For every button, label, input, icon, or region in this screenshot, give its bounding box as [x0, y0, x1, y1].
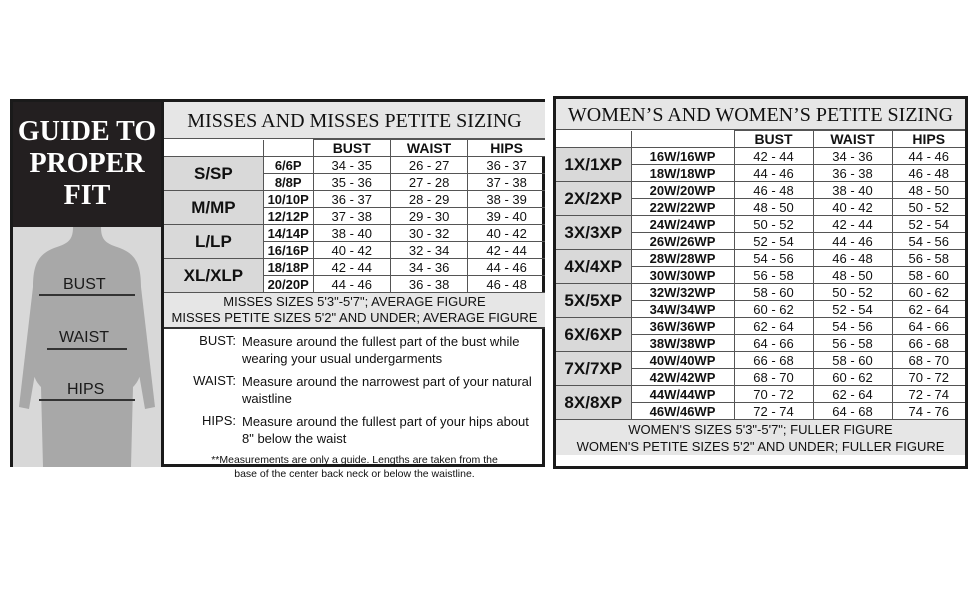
women-note-line: WOMEN'S PETITE SIZES 5'2" AND UNDER; FULLER FIGURE [576, 439, 945, 454]
col-header-hips: HIPS [892, 131, 965, 148]
footnote-line: **Measurements are only a guide. Lengths are taken from the [211, 454, 498, 466]
hips-value: 54 - 56 [892, 233, 965, 250]
size-label: L/LP [164, 225, 263, 259]
women-size-panel [553, 96, 968, 469]
waist-value: 26 - 27 [390, 157, 467, 174]
waist-value: 60 - 62 [813, 369, 892, 386]
col-header-bust: BUST [734, 131, 813, 148]
blank-header [631, 131, 734, 148]
waist-value: 52 - 54 [813, 301, 892, 318]
hips-value: 74 - 76 [892, 403, 965, 420]
waist-value: 38 - 40 [813, 182, 892, 199]
guide-title-block [13, 102, 161, 227]
size-label: 6X/6XP [556, 318, 631, 352]
bust-value: 34 - 35 [313, 157, 390, 174]
size-label: 5X/5XP [556, 284, 631, 318]
size-label: 3X/3XP [556, 216, 631, 250]
waist-value: 44 - 46 [813, 233, 892, 250]
size-label: 2X/2XP [556, 182, 631, 216]
size-row [556, 386, 965, 403]
size-label: 8X/8XP [556, 386, 631, 420]
instruction-text: Measure around the narrowest part of your natural waistline [242, 374, 532, 406]
waist-value: 62 - 64 [813, 386, 892, 403]
size-row [556, 148, 965, 165]
waist-value: 54 - 56 [813, 318, 892, 335]
size-number: 32W/32WP [631, 284, 734, 301]
hips-value: 42 - 44 [468, 242, 545, 259]
size-row [164, 259, 545, 276]
col-header-waist: WAIST [390, 140, 467, 157]
women-note-line: WOMEN'S SIZES 5'3"-5'7"; FULLER FIGURE [628, 422, 893, 437]
size-number: 40W/40WP [631, 352, 734, 369]
guide-title-line: PROPER [29, 148, 145, 179]
size-label: XL/XLP [164, 259, 263, 293]
misses-section [161, 102, 545, 480]
instruction-row [172, 373, 537, 407]
hips-value: 56 - 58 [892, 250, 965, 267]
size-label: 1X/1XP [556, 148, 631, 182]
bust-value: 52 - 54 [734, 233, 813, 250]
misses-note [164, 293, 545, 329]
women-title: WOMEN’S AND WOMEN’S PETITE SIZING [556, 99, 965, 130]
bust-value: 70 - 72 [734, 386, 813, 403]
waist-line [47, 348, 127, 350]
instruction-row [172, 413, 537, 447]
hips-value: 37 - 38 [468, 174, 545, 191]
bust-value: 42 - 44 [313, 259, 390, 276]
size-label: M/MP [164, 191, 263, 225]
misses-size-table [164, 139, 545, 293]
measurement-instructions [164, 329, 545, 481]
hips-line [39, 399, 135, 401]
bust-value: 37 - 38 [313, 208, 390, 225]
women-note [556, 420, 965, 455]
size-row [556, 182, 965, 199]
blank-header [556, 131, 631, 148]
waist-value: 50 - 52 [813, 284, 892, 301]
waist-value: 36 - 38 [813, 165, 892, 182]
hips-value: 48 - 50 [892, 182, 965, 199]
instruction-text: Measure around the fullest part of the bust while wearing your usual undergarments [242, 334, 520, 366]
bust-value: 46 - 48 [734, 182, 813, 199]
size-row [164, 157, 545, 174]
misses-note-line: MISSES SIZES 5'3"-5'7"; AVERAGE FIGURE [223, 294, 486, 309]
guide-title-line: FIT [63, 180, 111, 211]
bust-line [39, 294, 135, 296]
bust-value: 56 - 58 [734, 267, 813, 284]
bust-value: 35 - 36 [313, 174, 390, 191]
hips-value: 38 - 39 [468, 191, 545, 208]
size-number: 18/18P [263, 259, 313, 276]
size-number: 46W/46WP [631, 403, 734, 420]
waist-value: 42 - 44 [813, 216, 892, 233]
size-row [556, 250, 965, 267]
bust-value: 44 - 46 [313, 276, 390, 293]
waist-value: 46 - 48 [813, 250, 892, 267]
bust-value: 62 - 64 [734, 318, 813, 335]
col-header-waist: WAIST [813, 131, 892, 148]
size-number: 20/20P [263, 276, 313, 293]
waist-value: 28 - 29 [390, 191, 467, 208]
size-number: 18W/18WP [631, 165, 734, 182]
size-number: 12/12P [263, 208, 313, 225]
misses-note-line: MISSES PETITE SIZES 5'2" AND UNDER; AVERAGE FIGURE [171, 310, 538, 325]
size-number: 16/16P [263, 242, 313, 259]
size-number: 28W/28WP [631, 250, 734, 267]
body-silhouette-icon [13, 227, 161, 467]
body-figure [13, 227, 161, 467]
hips-value: 68 - 70 [892, 352, 965, 369]
hips-value: 46 - 48 [892, 165, 965, 182]
size-number: 24W/24WP [631, 216, 734, 233]
size-number: 38W/38WP [631, 335, 734, 352]
bust-value: 42 - 44 [734, 148, 813, 165]
size-label: 7X/7XP [556, 352, 631, 386]
hips-value: 62 - 64 [892, 301, 965, 318]
hips-value: 50 - 52 [892, 199, 965, 216]
waist-value: 64 - 68 [813, 403, 892, 420]
bust-value: 66 - 68 [734, 352, 813, 369]
waist-value: 58 - 60 [813, 352, 892, 369]
hips-value: 44 - 46 [892, 148, 965, 165]
bust-value: 54 - 56 [734, 250, 813, 267]
size-label: 4X/4XP [556, 250, 631, 284]
size-number: 26W/26WP [631, 233, 734, 250]
hips-value: 36 - 37 [468, 157, 545, 174]
bust-value: 72 - 74 [734, 403, 813, 420]
size-row [164, 225, 545, 242]
col-header-bust: BUST [313, 140, 390, 157]
bust-value: 60 - 62 [734, 301, 813, 318]
hips-value: 66 - 68 [892, 335, 965, 352]
instruction-text: Measure around the fullest part of your hips about 8" below the waist [242, 414, 529, 446]
size-label: S/SP [164, 157, 263, 191]
footnote [172, 453, 537, 481]
waist-value: 34 - 36 [390, 259, 467, 276]
hips-value: 72 - 74 [892, 386, 965, 403]
bust-value: 40 - 42 [313, 242, 390, 259]
footnote-line: base of the center back neck or below the waistline. [234, 468, 475, 480]
guide-title-line: GUIDE TO [17, 116, 157, 147]
misses-size-panel [10, 99, 545, 480]
blank-header [263, 140, 313, 157]
hips-value: 44 - 46 [468, 259, 545, 276]
bust-value: 64 - 66 [734, 335, 813, 352]
hips-value: 70 - 72 [892, 369, 965, 386]
size-number: 10/10P [263, 191, 313, 208]
waist-value: 27 - 28 [390, 174, 467, 191]
bust-value: 68 - 70 [734, 369, 813, 386]
size-number: 20W/20WP [631, 182, 734, 199]
figure-waist-label: WAIST [59, 329, 110, 346]
size-number: 34W/34WP [631, 301, 734, 318]
waist-value: 29 - 30 [390, 208, 467, 225]
size-row [556, 352, 965, 369]
waist-value: 40 - 42 [813, 199, 892, 216]
instruction-term: WAIST: [193, 373, 236, 388]
size-row [556, 284, 965, 301]
bust-value: 58 - 60 [734, 284, 813, 301]
size-row [556, 318, 965, 335]
waist-value: 48 - 50 [813, 267, 892, 284]
hips-value: 58 - 60 [892, 267, 965, 284]
bust-value: 38 - 40 [313, 225, 390, 242]
hips-value: 52 - 54 [892, 216, 965, 233]
size-number: 22W/22WP [631, 199, 734, 216]
hips-value: 64 - 66 [892, 318, 965, 335]
col-header-hips: HIPS [468, 140, 545, 157]
bust-value: 50 - 52 [734, 216, 813, 233]
size-number: 30W/30WP [631, 267, 734, 284]
size-number: 42W/42WP [631, 369, 734, 386]
instruction-row [172, 333, 537, 367]
hips-value: 60 - 62 [892, 284, 965, 301]
misses-title: MISSES AND MISSES PETITE SIZING [164, 102, 545, 139]
size-number: 44W/44WP [631, 386, 734, 403]
size-number: 16W/16WP [631, 148, 734, 165]
hips-value: 46 - 48 [468, 276, 545, 293]
bust-value: 36 - 37 [313, 191, 390, 208]
bust-value: 44 - 46 [734, 165, 813, 182]
waist-value: 30 - 32 [390, 225, 467, 242]
instruction-term: BUST: [199, 333, 236, 348]
size-number: 6/6P [263, 157, 313, 174]
size-number: 14/14P [263, 225, 313, 242]
waist-value: 34 - 36 [813, 148, 892, 165]
bust-value: 48 - 50 [734, 199, 813, 216]
figure-hips-label: HIPS [67, 381, 105, 398]
instruction-term: HIPS: [202, 413, 236, 428]
waist-value: 56 - 58 [813, 335, 892, 352]
waist-value: 32 - 34 [390, 242, 467, 259]
hips-value: 39 - 40 [468, 208, 545, 225]
size-row [164, 191, 545, 208]
size-number: 36W/36WP [631, 318, 734, 335]
blank-header [164, 140, 263, 157]
waist-value: 36 - 38 [390, 276, 467, 293]
hips-value: 40 - 42 [468, 225, 545, 242]
size-number: 8/8P [263, 174, 313, 191]
size-row [556, 216, 965, 233]
women-size-table [556, 130, 965, 420]
figure-bust-label: BUST [63, 276, 106, 293]
